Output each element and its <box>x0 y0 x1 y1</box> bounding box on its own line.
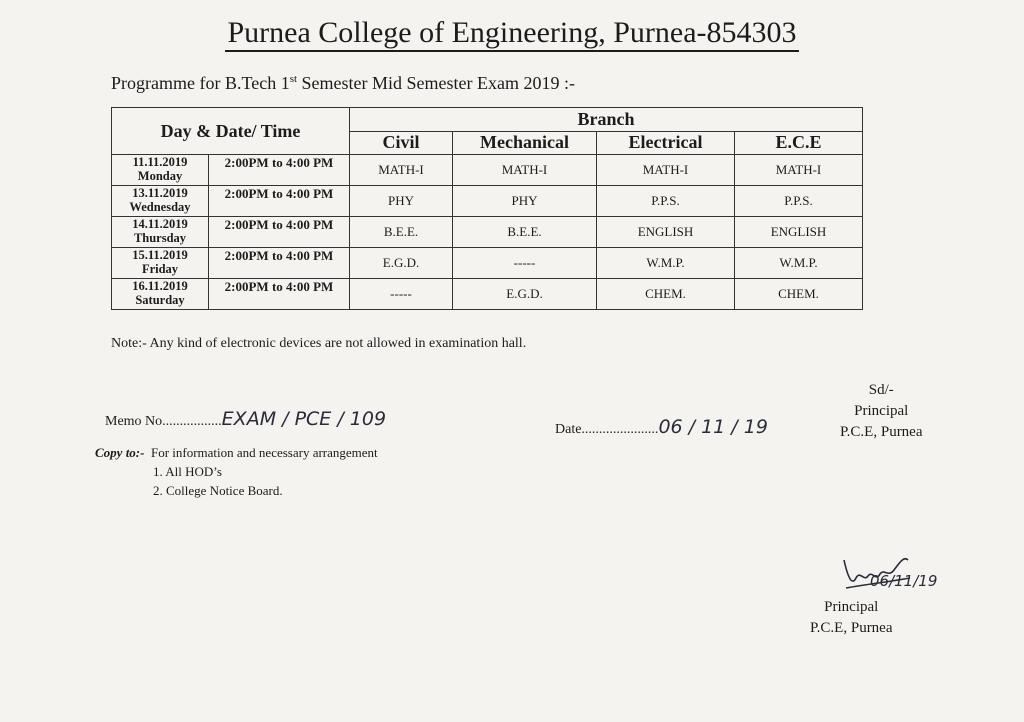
memo-handwritten: EXAM / PCE / 109 <box>221 408 387 430</box>
memo-date: Date......................06 / 11 / 19 <box>555 416 768 438</box>
memo-number: Memo No.................EXAM / PCE / 109 <box>105 408 387 430</box>
subject-cell: B.E.E. <box>453 217 597 248</box>
subject-cell: MATH-I <box>453 155 597 186</box>
subject-cell: W.M.P. <box>735 248 863 279</box>
time-cell: 2:00PM to 4:00 PM <box>209 248 350 279</box>
date-cell: 16.11.2019 Saturday <box>112 279 209 310</box>
date-cell: 14.11.2019 Thursday <box>112 217 209 248</box>
principal-title: Principal <box>824 599 879 615</box>
table-row <box>112 279 863 310</box>
copy-to-text: For information and necessary arrangement <box>150 445 378 460</box>
document-title: Purnea College of Engineering, Purnea-854303 <box>0 16 1024 50</box>
date-cell: 15.11.2019 Friday <box>112 248 209 279</box>
copy-item: 2. College Notice Board. <box>153 483 283 498</box>
subject-cell: PHY <box>350 186 453 217</box>
subject-cell: ENGLISH <box>735 217 863 248</box>
subject-cell: PHY <box>453 186 597 217</box>
subject-cell: MATH-I <box>597 155 735 186</box>
branch-col-civil: Civil <box>350 131 453 155</box>
daydate-header: Day & Date/ Time <box>112 108 350 155</box>
time-cell: 2:00PM to 4:00 PM <box>209 279 350 310</box>
subject-cell: ----- <box>350 279 453 310</box>
copy-item: 1. All HOD’s <box>153 464 222 479</box>
branch-col-mechanical: Mechanical <box>453 131 597 155</box>
copy-to-label: Copy to:- <box>95 445 145 460</box>
subject-cell: E.G.D. <box>350 248 453 279</box>
copy-to-section <box>95 443 378 500</box>
subject-cell: MATH-I <box>350 155 453 186</box>
branch-col-electrical: Electrical <box>597 131 735 155</box>
subject-cell: B.E.E. <box>350 217 453 248</box>
signoff-title: Principal <box>854 403 909 419</box>
table-row <box>112 155 863 186</box>
principal-signoff <box>840 380 923 443</box>
subject-cell: CHEM. <box>597 279 735 310</box>
date-cell: 11.11.2019 Monday <box>112 155 209 186</box>
subject-cell: ENGLISH <box>597 217 735 248</box>
time-cell: 2:00PM to 4:00 PM <box>209 186 350 217</box>
subject-cell: W.M.P. <box>597 248 735 279</box>
subject-cell: E.G.D. <box>453 279 597 310</box>
principal-block <box>810 597 893 639</box>
table-row <box>112 217 863 248</box>
note-text: Note:- Any kind of electronic devices are not allowed in examination hall. <box>111 336 527 351</box>
programme-line: Programme for B.Tech 1st Semester Mid Semester Exam 2019 :- <box>111 73 575 93</box>
exam-schedule-table <box>111 107 863 310</box>
sd-label: Sd/- <box>868 382 894 398</box>
branch-header: Branch <box>350 108 863 132</box>
signature-date: 06/11/19 <box>870 572 938 590</box>
time-cell: 2:00PM to 4:00 PM <box>209 155 350 186</box>
date-handwritten: 06 / 11 / 19 <box>658 416 768 438</box>
subject-cell: MATH-I <box>735 155 863 186</box>
subject-cell: P.P.S. <box>597 186 735 217</box>
signoff-org: P.C.E, Purnea <box>840 424 923 440</box>
principal-org: P.C.E, Purnea <box>810 620 893 636</box>
date-cell: 13.11.2019 Wednesday <box>112 186 209 217</box>
subject-cell: P.P.S. <box>735 186 863 217</box>
table-row <box>112 186 863 217</box>
table-row <box>112 248 863 279</box>
subject-cell: CHEM. <box>735 279 863 310</box>
time-cell: 2:00PM to 4:00 PM <box>209 217 350 248</box>
subject-cell: ----- <box>453 248 597 279</box>
branch-col-ece: E.C.E <box>735 131 863 155</box>
